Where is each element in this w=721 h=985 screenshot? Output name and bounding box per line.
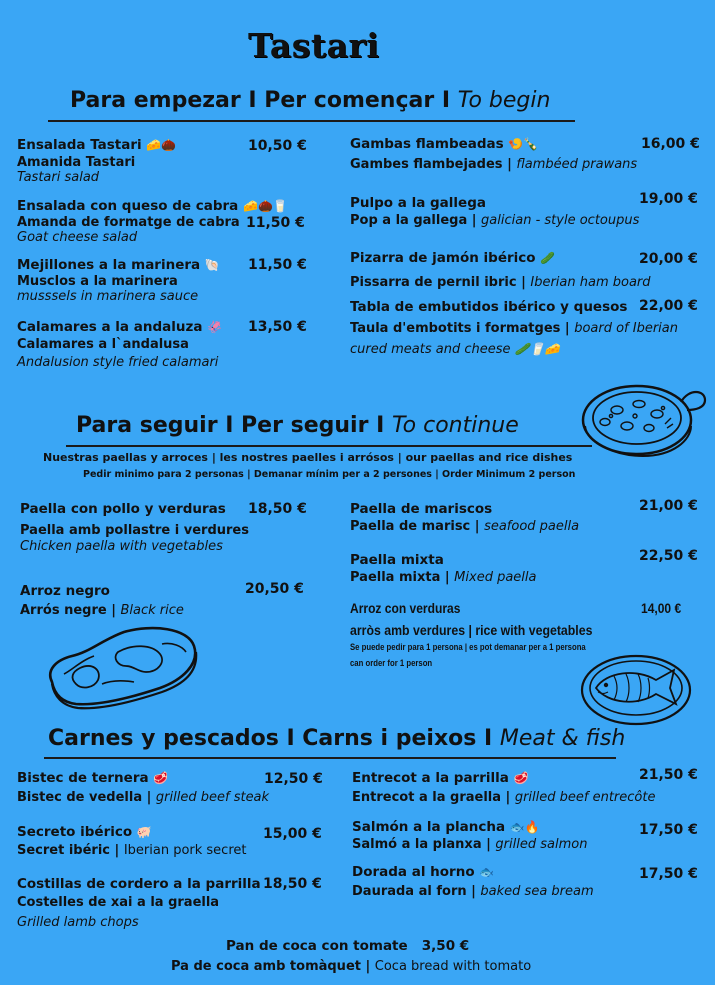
item-price: 21,50 € — [639, 767, 698, 783]
item-english: seafood paella — [484, 519, 580, 534]
item-english: Grilled lamb chops — [17, 915, 139, 930]
item-catalan: Paella mixta | — [350, 570, 450, 585]
item-embutidos: Tabla de embutidos ibérico y quesos — [350, 299, 628, 315]
item-english: Iberian ham board — [530, 275, 651, 290]
item-translation — [20, 603, 184, 618]
item-catalan: Secret ibéric | — [17, 843, 120, 858]
fire-icon: 🔥 — [524, 820, 540, 834]
item-catalan: Pop a la gallega | — [350, 213, 477, 228]
section-meat-label: Carnes y pescados I Carns i peixos I — [48, 726, 493, 751]
item-english: baked sea bream — [480, 884, 594, 899]
menu-title: Tastari — [248, 26, 380, 65]
item-translation — [352, 837, 587, 852]
footer-translation — [171, 959, 531, 974]
item-english-continued — [350, 342, 560, 357]
footer-catalan: Pa de coca amb tomàquet | — [171, 959, 371, 974]
item-translation — [17, 843, 246, 858]
item-gambas — [350, 136, 538, 152]
section-continue-divider — [66, 445, 592, 447]
paella-minimum-note: Pedir minimo para 2 personas | Demanar mínim per a 2 persones | Order Minimum 2 person — [83, 469, 576, 480]
item-price: 20,00 € — [639, 251, 698, 267]
item-price: 17,50 € — [639, 866, 698, 882]
item-catalan: Pissarra de pernil ibric | — [350, 275, 526, 290]
item-costillas: Costillas de cordero a la parrilla — [17, 876, 261, 892]
item-english: grilled salmon — [495, 837, 588, 852]
chestnut-icon: 🌰 — [161, 138, 177, 152]
item-pulpo: Pulpo a la gallega — [350, 195, 486, 211]
item-english: Mixed paella — [454, 570, 537, 585]
section-begin-divider — [48, 120, 575, 122]
item-catalan: Musclos a la marinera — [17, 274, 178, 289]
item-catalan: Taula d'embotits i formatges | — [350, 321, 570, 336]
item-english: musssels in marinera sauce — [17, 289, 199, 304]
item-arroz-negro: Arroz negro — [20, 583, 110, 599]
bottle-icon: 🍾 — [523, 137, 539, 151]
item-catalan: Entrecot a la graella | — [352, 790, 511, 805]
item-paella-mixta: Paella mixta — [350, 552, 444, 568]
cheese-icon: 🧀 — [544, 342, 560, 356]
item-catalan: Arrós negre | — [20, 603, 116, 618]
item-mejillones — [17, 257, 220, 273]
item-english: Black rice — [120, 603, 184, 618]
item-note: Se puede pedir para 1 persona | es pot demanar per a 1 persona — [350, 642, 586, 652]
item-english-line2: cured meats and cheese — [350, 342, 511, 357]
item-price: 13,50 € — [248, 319, 307, 335]
item-english: flambéed prawans — [516, 157, 638, 172]
item-catalan: Daurada al forn | — [352, 884, 476, 899]
item-english: Andalusion style fried calamari — [17, 355, 219, 370]
item-price: 15,00 € — [263, 826, 322, 842]
item-subtitle: arròs amb verdures | rice with vegetables — [350, 622, 593, 638]
item-price: 22,50 € — [639, 548, 698, 564]
fish-icon: 🐟 — [509, 820, 525, 834]
milk-icon: 🥛 — [529, 342, 545, 356]
item-catalan: Paella de marisc | — [350, 519, 480, 534]
item-name: Entrecot a la parrilla — [352, 770, 509, 786]
item-price: 18,50 € — [248, 501, 307, 517]
fish-icon: 🐟 — [479, 865, 495, 879]
item-english: Chicken paella with vegetables — [20, 539, 223, 554]
section-begin-english: To begin — [457, 88, 551, 113]
section-begin-label: Para empezar I Per començar I — [70, 88, 451, 113]
steak-icon — [42, 622, 202, 712]
item-catalan: Amanida Tastari — [17, 155, 136, 170]
ham-icon: 🥒 — [540, 251, 556, 265]
item-paella-pollo: Paella con pollo y verduras — [20, 501, 226, 517]
item-name: Bistec de ternera — [17, 770, 149, 786]
item-bistec — [17, 770, 168, 786]
item-translation — [17, 790, 269, 805]
item-price: 11,50 € — [246, 215, 305, 231]
item-name: Secreto ibérico — [17, 824, 133, 840]
fish-plate-icon — [578, 650, 696, 728]
item-ensalada-tastari — [17, 137, 176, 153]
squid-icon: 🦑 — [207, 320, 223, 334]
item-english: Goat cheese salad — [17, 230, 138, 245]
item-price: 12,50 € — [264, 771, 323, 787]
item-name: Dorada al horno — [352, 864, 475, 880]
item-price: 18,50 € — [263, 876, 322, 892]
item-name: Pizarra de jamón ibérico — [350, 250, 536, 266]
item-name: Mejillones a la marinera — [17, 257, 201, 273]
meat-icon: 🥩 — [513, 771, 529, 785]
chestnut-icon: 🌰 — [257, 199, 273, 213]
item-name: Ensalada con queso de cabra — [17, 198, 239, 214]
paella-pan-icon — [577, 380, 709, 460]
section-continue-english: To continue — [391, 413, 519, 438]
item-translation — [350, 213, 639, 228]
item-salmon — [352, 819, 540, 835]
item-catalan: Amanda de formatge de cabra — [17, 215, 240, 230]
item-translation — [350, 519, 579, 534]
item-dorada — [352, 864, 494, 880]
item-entrecot — [352, 770, 529, 786]
item-price: 19,00 € — [639, 191, 698, 207]
footer-item — [226, 938, 469, 954]
item-catalan: Costelles de xai a la graella — [17, 895, 220, 910]
section-meat-divider — [44, 757, 616, 759]
item-catalan: Bistec de vedella | — [17, 790, 152, 805]
item-price: 14,00 € — [641, 600, 682, 616]
item-translation — [350, 321, 678, 336]
item-price: 16,00 € — [641, 136, 700, 152]
item-name: Salmón a la plancha — [352, 819, 506, 835]
section-continue-label: Para seguir I Per seguir I — [76, 413, 385, 438]
footer-item-name: Pan de coca con tomate — [226, 938, 408, 954]
item-price: 22,00 € — [639, 298, 698, 314]
item-translation — [350, 157, 637, 172]
pig-icon: 🐖 — [136, 825, 152, 839]
item-ensalada-cabra — [17, 198, 288, 214]
item-name: Ensalada Tastari — [17, 137, 142, 153]
footer-item-price: 3,50 € — [421, 938, 470, 954]
item-english: Tastari salad — [17, 170, 100, 185]
item-catalan: Salmó a la planxa | — [352, 837, 491, 852]
item-english: board of Iberian — [574, 321, 678, 336]
item-english: grilled beef entrecôte — [514, 790, 656, 805]
ham-icon: 🥒 — [514, 342, 530, 356]
item-catalan: Paella amb pollastre i verdures — [20, 523, 249, 538]
cheese-icon: 🧀 — [242, 199, 258, 213]
cheese-icon: 🧀 — [146, 138, 162, 152]
item-price: 21,00 € — [639, 498, 698, 514]
item-price: 10,50 € — [248, 138, 307, 154]
item-english: grilled beef steak — [155, 790, 270, 805]
paella-note: Nuestras paellas y arroces | les nostres paelles i arrósos | our paellas and rice dishes — [43, 451, 573, 464]
item-english: galician - style octoupus — [481, 213, 640, 228]
item-translation — [352, 884, 594, 899]
section-title-meat — [48, 726, 625, 751]
clam-icon: 🐚 — [204, 258, 220, 272]
item-note: can order for 1 person — [350, 658, 433, 668]
item-name: Gambas flambeadas — [350, 136, 504, 152]
footer-english: Coca bread with tomato — [374, 959, 532, 974]
item-translation — [350, 275, 651, 290]
item-price: 20,50 € — [245, 581, 304, 597]
item-arroz-verduras: Arroz con verduras — [350, 600, 461, 616]
item-calamares — [17, 319, 222, 335]
section-title-continue — [76, 413, 519, 438]
meat-icon: 🥩 — [153, 771, 169, 785]
item-price: 11,50 € — [248, 257, 307, 273]
item-price: 17,50 € — [639, 822, 698, 838]
item-secreto — [17, 824, 152, 840]
item-catalan: Gambes flambejades | — [350, 157, 512, 172]
item-jamon — [350, 250, 555, 266]
item-translation — [352, 790, 655, 805]
milk-icon: 🥛 — [272, 199, 288, 213]
item-paella-mariscos: Paella de mariscos — [350, 501, 493, 517]
section-title-begin — [70, 88, 550, 113]
item-name: Calamares a la andaluza — [17, 319, 203, 335]
item-english: Iberian pork secret — [123, 843, 247, 858]
prawn-icon: 🍤 — [508, 137, 524, 151]
item-catalan: Calamares a l`andalusa — [17, 337, 189, 352]
item-translation — [350, 570, 536, 585]
section-meat-english: Meat & fish — [499, 726, 626, 751]
